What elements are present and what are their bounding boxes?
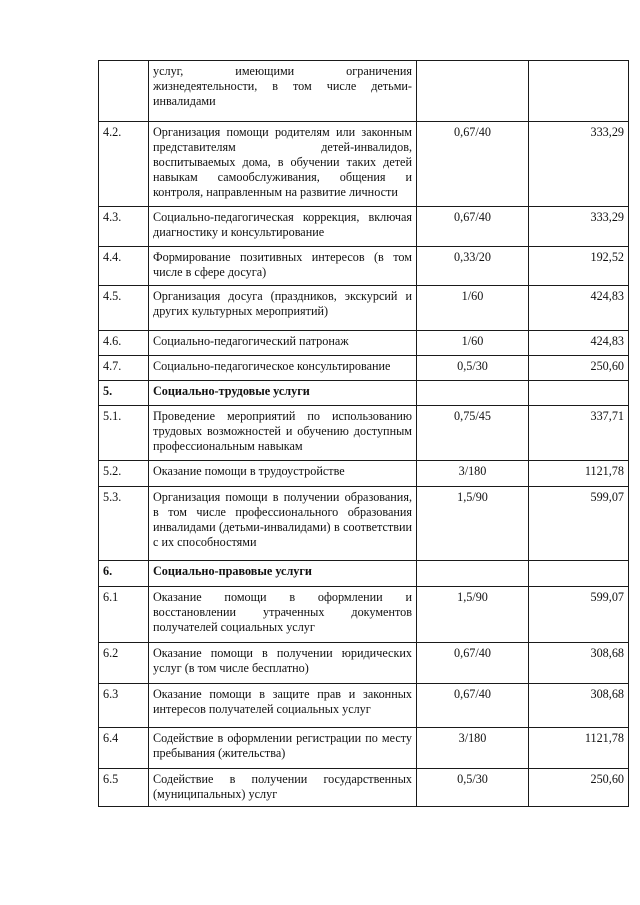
row-number: 4.2. <box>99 122 149 207</box>
service-description: услуг, имеющими ограничения жизнедеятельности, в том числе детьми-инвалидами <box>149 61 417 122</box>
row-number: 6.4 <box>99 728 149 769</box>
section-row <box>99 381 629 406</box>
service-description: Оказание помощи в защите прав и законных интересов получателей социальных услуг <box>149 684 417 728</box>
table-row <box>99 331 629 356</box>
time-norm: 0,67/40 <box>417 643 529 684</box>
row-number: 6.1 <box>99 587 149 643</box>
time-norm: 3/180 <box>417 728 529 769</box>
time-norm: 1/60 <box>417 331 529 356</box>
service-description: Социально-педагогический патронаж <box>149 331 417 356</box>
row-number: 4.3. <box>99 207 149 247</box>
table-row <box>99 684 629 728</box>
row-number: 6.3 <box>99 684 149 728</box>
service-description: Оказание помощи в оформлении и восстановлении утраченных документов получателей социальных услуг <box>149 587 417 643</box>
service-description: Содействие в оформлении регистрации по месту пребывания (жительства) <box>149 728 417 769</box>
service-price: 599,07 <box>529 587 629 643</box>
table-row <box>99 728 629 769</box>
row-number: 4.7. <box>99 356 149 381</box>
service-price: 599,07 <box>529 487 629 561</box>
time-norm: 0,67/40 <box>417 122 529 207</box>
time-norm <box>417 61 529 122</box>
table-row <box>99 61 629 122</box>
section-row <box>99 561 629 587</box>
service-description: Организация досуга (праздников, экскурсий и других культурных мероприятий) <box>149 286 417 331</box>
row-number: 4.5. <box>99 286 149 331</box>
table-row <box>99 356 629 381</box>
service-price: 1121,78 <box>529 461 629 487</box>
service-price: 1121,78 <box>529 728 629 769</box>
service-description: Организация помощи родителям или законным представителям детей-инвалидов, воспитываемых дома, в обучении таких детей навыкам самообслуживания, общения и контроля, направленным на развитие личности <box>149 122 417 207</box>
table-row <box>99 643 629 684</box>
table-row <box>99 247 629 286</box>
service-price: 333,29 <box>529 207 629 247</box>
service-price: 424,83 <box>529 331 629 356</box>
time-norm <box>417 381 529 406</box>
time-norm: 0,5/30 <box>417 356 529 381</box>
service-description: Оказание помощи в трудоустройстве <box>149 461 417 487</box>
time-norm: 1,5/90 <box>417 487 529 561</box>
service-description: Организация помощи в получении образования, в том числе профессионального образования инвалидами (детьми-инвалидами) в соответствии с их способностями <box>149 487 417 561</box>
row-number: 6.2 <box>99 643 149 684</box>
section-number: 6. <box>99 561 149 587</box>
row-number <box>99 61 149 122</box>
row-number: 4.6. <box>99 331 149 356</box>
table-row <box>99 487 629 561</box>
row-number: 6.5 <box>99 769 149 807</box>
service-price <box>529 561 629 587</box>
time-norm: 0,67/40 <box>417 207 529 247</box>
table-row <box>99 461 629 487</box>
service-price <box>529 61 629 122</box>
service-price: 424,83 <box>529 286 629 331</box>
time-norm: 1/60 <box>417 286 529 331</box>
table-row <box>99 286 629 331</box>
table-row <box>99 587 629 643</box>
service-price: 250,60 <box>529 769 629 807</box>
time-norm: 0,67/40 <box>417 684 529 728</box>
service-price: 308,68 <box>529 643 629 684</box>
table-row <box>99 122 629 207</box>
service-price: 308,68 <box>529 684 629 728</box>
section-title: Социально-правовые услуги <box>149 561 417 587</box>
service-description: Социально-педагогическая коррекция, включая диагностику и консультирование <box>149 207 417 247</box>
table-row <box>99 406 629 461</box>
service-price: 250,60 <box>529 356 629 381</box>
time-norm: 1,5/90 <box>417 587 529 643</box>
row-number: 5.3. <box>99 487 149 561</box>
service-description: Содействие в получении государственных (муниципальных) услуг <box>149 769 417 807</box>
section-title: Социально-трудовые услуги <box>149 381 417 406</box>
time-norm <box>417 561 529 587</box>
service-price: 192,52 <box>529 247 629 286</box>
time-norm: 0,33/20 <box>417 247 529 286</box>
table-row <box>99 769 629 807</box>
service-price <box>529 381 629 406</box>
service-description: Проведение мероприятий по использованию трудовых возможностей и обучению доступным профессиональным навыкам <box>149 406 417 461</box>
services-table <box>98 60 629 807</box>
row-number: 4.4. <box>99 247 149 286</box>
service-description: Социально-педагогическое консультирование <box>149 356 417 381</box>
service-description: Формирование позитивных интересов (в том числе в сфере досуга) <box>149 247 417 286</box>
service-description: Оказание помощи в получении юридических услуг (в том числе бесплатно) <box>149 643 417 684</box>
service-price: 337,71 <box>529 406 629 461</box>
table-row <box>99 207 629 247</box>
row-number: 5.1. <box>99 406 149 461</box>
time-norm: 0,5/30 <box>417 769 529 807</box>
time-norm: 3/180 <box>417 461 529 487</box>
row-number: 5.2. <box>99 461 149 487</box>
time-norm: 0,75/45 <box>417 406 529 461</box>
section-number: 5. <box>99 381 149 406</box>
service-price: 333,29 <box>529 122 629 207</box>
